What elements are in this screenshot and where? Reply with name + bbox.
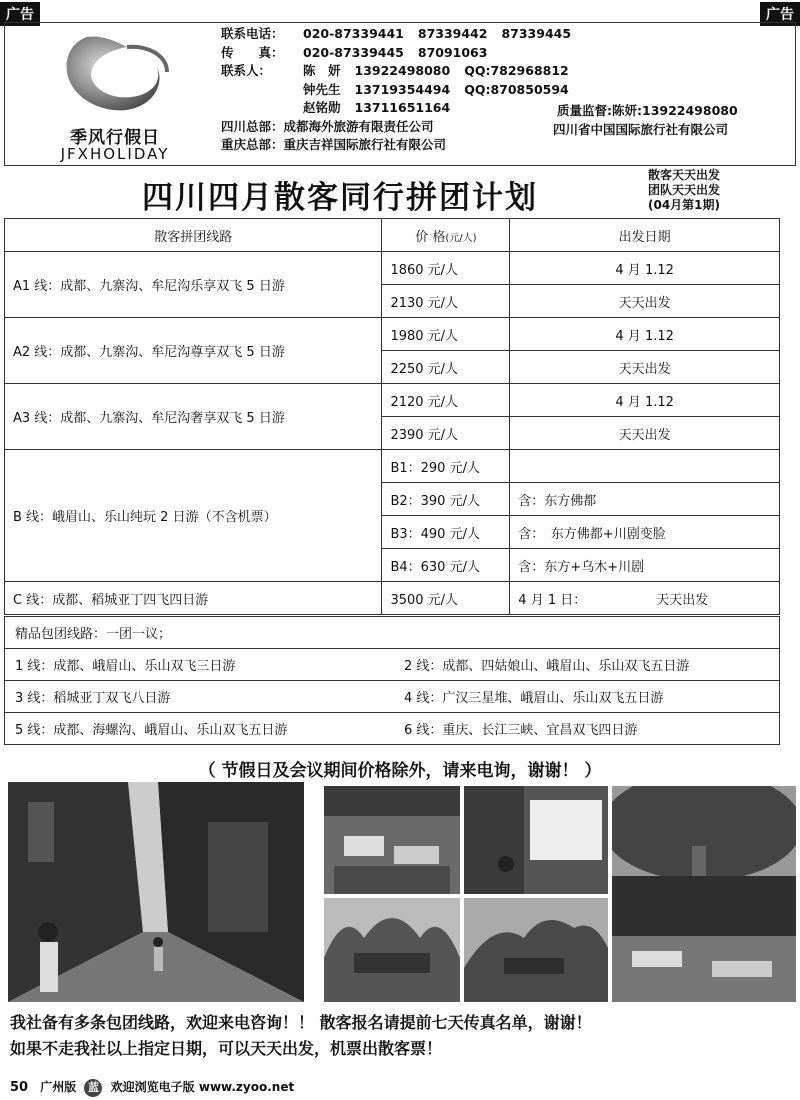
sichuan-hq-second: 四川省中国国际旅行社有限公司 [553,122,729,137]
photo-carved-gate [324,898,460,1002]
package-route: 2 线：成都、四姑娘山、峨眉山、乐山双飞五日游 [394,649,780,681]
phone-number: 020-87339441 [303,26,404,41]
package-route: 5 线：成都、海螺沟、峨眉山、乐山双飞五日游 [5,713,394,745]
logo-en-text: JFXHOLIDAY [60,145,170,163]
table-header-row [5,219,780,252]
welcome-text: 欢迎浏览电子版 [110,1080,195,1094]
package-heading-row [5,617,780,649]
person-row [221,81,585,100]
table-row [5,450,780,483]
table-row [5,318,780,351]
fax-number: 020-87339445 [303,44,404,60]
phone-number: 87339445 [501,26,572,41]
person-row [221,62,585,81]
page-number: 50 [10,1080,29,1095]
table-row [5,582,780,615]
price-cell: 1860 元/人 [382,252,510,285]
fax-row [221,44,585,63]
price-cell: 1980 元/人 [382,318,510,351]
route-a3: A3 线：成都、九寨沟、牟尼沟奢享双飞 5 日游 [5,384,382,450]
chongqing-hq-row [221,136,585,155]
include-cell: 含：东方佛都 [510,483,780,516]
holiday-note: （ 节假日及会议期间价格除外，请来电询，谢谢！ ） [198,761,602,781]
side-note [648,168,720,213]
list-item [5,681,780,713]
route-c: C 线：成都、稻城亚丁四飞四日游 [5,582,382,615]
title-area [4,168,796,218]
header-box [4,22,796,166]
price-cell: B3：490 元/人 [382,516,510,549]
package-routes-table [4,616,780,745]
edition-badge-icon: 蓝 [84,1079,102,1097]
photo-wall-poster [464,786,608,894]
price-cell: B1：290 元/人 [382,450,510,483]
fax-label: 传 真： [221,44,284,60]
route-a2: A2 线：成都、九寨沟、牟尼沟尊享双飞 5 日游 [5,318,382,384]
list-item [5,649,780,681]
phone-row [221,25,585,44]
quality-supervision: 质量监督:陈妍:13922498080 [557,103,738,118]
route-a1: A1 线：成都、九寨沟、牟尼沟乐享双飞 5 日游 [5,252,382,318]
package-route: 4 线：广汉三星堆、峨眉山、乐山双飞五日游 [394,681,780,713]
date-cell: 4 月 1.12 [510,252,780,285]
header-route: 散客拼团线路 [5,219,382,252]
date-cell: 4 月 1.12 [510,318,780,351]
side-note-line: 散客天天出发 [648,168,721,182]
date-cell: 天天出发 [510,351,780,384]
date-cell: 天天出发 [510,417,780,450]
person-qq: QQ:870850594 [464,81,569,97]
package-heading: 精品包团线路：一团一议； [5,617,780,649]
chongqing-hq-name: 重庆吉祥国际旅行社有限公司 [283,137,447,152]
person-row [221,99,585,118]
c-daily: 天天出发 [656,592,709,608]
photo-carved-roof [464,898,608,1002]
promo-text [10,1010,592,1062]
price-cell: B4：630 元/人 [382,549,510,582]
list-item [5,713,780,745]
contact-block [221,25,585,155]
table-row [5,384,780,417]
include-cell [510,450,780,483]
photo-strip [4,780,796,1002]
person-mobile: 13922498080 [354,63,451,78]
photo-tree-courtyard [612,786,796,1002]
photo-teahouse [324,786,460,894]
promo-line: 如果不走我社以上指定日期，可以天天出发，机票出散客票！ [10,1039,443,1058]
fax-number: 87091063 [417,44,488,60]
date-cell: 4 月 1.12 [510,384,780,417]
include-cell: 含：东方+乌木+川剧 [510,549,780,582]
price-cell: 2130 元/人 [382,285,510,318]
include-cell: 含： 东方佛都+川剧变脸 [510,516,780,549]
page-footer [10,1078,294,1097]
header-date: 出发日期 [510,219,780,252]
package-route: 3 线：稻城亚丁双飞八日游 [5,681,394,713]
package-route: 6 线：重庆、长江三峡、宜昌双飞四日游 [394,713,780,745]
group-plan-table [4,218,780,615]
c-date: 4 月 1 日： [518,592,587,608]
price-cell: B2：390 元/人 [382,483,510,516]
side-note-line: (04月第1期) [648,198,721,212]
sichuan-hq-label: 四川总部： [221,118,284,134]
ad-tag-left: 广告 [0,2,40,26]
person-mobile: 13711651164 [354,100,451,115]
side-note-line: 团队天天出发 [648,183,721,197]
person-qq: QQ:782968812 [464,63,569,78]
ad-tag-right: 广告 [760,2,800,26]
table-row [5,252,780,285]
price-cell: 2250 元/人 [382,351,510,384]
phone-label: 联系电话： [221,26,284,41]
person-mobile: 13719354494 [354,81,451,97]
footer-url[interactable]: www.zyoo.net [198,1080,295,1094]
person-name: 赵铭勋 [303,100,341,115]
photo-old-street [8,782,304,1002]
person-name: 陈 妍 [303,63,341,78]
company-logo [17,27,213,163]
logo-cn-text: 季风行假日 [70,128,160,148]
phone-number: 87339442 [417,26,488,41]
price-cell: 3500 元/人 [382,582,510,615]
date-cell: 天天出发 [510,285,780,318]
person-name: 钟先生 [303,81,341,97]
edition-label: 广州版 [40,1080,77,1094]
sichuan-hq-name: 成都海外旅游有限责任公司 [283,118,434,134]
price-cell: 2120 元/人 [382,384,510,417]
date-cell [510,582,780,615]
page-title: 四川四月散客同行拼团计划 [142,180,538,216]
route-b: B 线：峨眉山、乐山纯玩 2 日游（不含机票） [5,450,382,582]
header-price: 价 格(元/人) [382,219,510,252]
promo-line: 我社备有多条包团线路，欢迎来电咨询！！ 散客报名请提前七天传真名单，谢谢！ [10,1013,592,1032]
package-route: 1 线：成都、峨眉山、乐山双飞三日游 [5,649,394,681]
chongqing-hq-label: 重庆总部： [221,137,284,152]
logo-swirl-icon [17,27,213,123]
person-label: 联系人： [221,63,272,78]
price-cell: 2390 元/人 [382,417,510,450]
sichuan-hq-row [221,118,585,137]
